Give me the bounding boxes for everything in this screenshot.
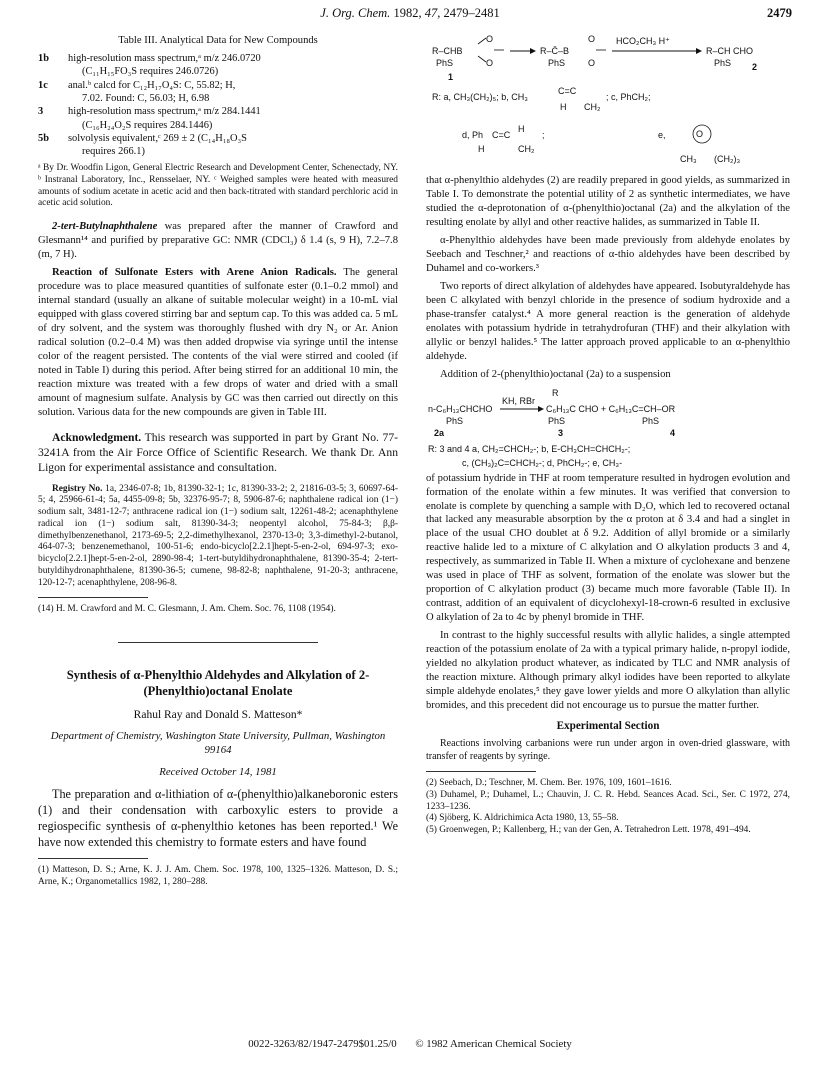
compound-id: 1b xyxy=(38,52,49,64)
structure-text: CH₂ xyxy=(518,144,535,154)
reference-5: (5) Groenwegen, P.; Kallenberg, H.; van der Gen, A. Tetrahedron Lett. 1978, 491–494. xyxy=(426,825,751,836)
structure-text: H xyxy=(560,102,567,112)
compound-label-2: 2 xyxy=(752,62,758,72)
article-divider xyxy=(118,642,318,643)
page-number: 2479 xyxy=(767,6,792,20)
paragraph-text: was prepared after the manner of Crawford and Glesmann¹⁴ and purified by preparative GC: NMR (CDCl₃) δ 1.4 (s, 9 H), 7.2–7.8 (m, 7 H). xyxy=(38,221,398,261)
footnote-divider xyxy=(426,771,536,772)
paragraph: α-Phenylthio aldehydes have been made previously from aldehyde enolates by Seebach and Teschner,² and reactions of α-thio aldehydes have been described by Duhamel and co-workers.³ xyxy=(426,234,790,274)
table-row xyxy=(38,79,398,106)
acknowledgment-heading: Acknowledgment. xyxy=(52,430,142,444)
article-title: Synthesis of α-Phenylthio Aldehydes and Alkylation of 2-(Phenylthio)octanal Enolate xyxy=(66,668,370,699)
left-column xyxy=(38,34,398,889)
compound-id: 1c xyxy=(38,79,48,91)
reference-3: (3) Duhamel, P.; Duhamel, L.; Chauvin, J. C. R. Hebd. Seances Acad. Sci., Ser. C 1972, 274, 1233–1236. xyxy=(426,789,790,812)
analysis-line: high-resolution mass spectrum,ᵃ m/z 284.1441 xyxy=(68,106,261,118)
analysis-line: (C₁₁H₁₅FO₃S requires 246.0726) xyxy=(82,66,219,78)
footnote-divider xyxy=(38,597,148,598)
r-definitions: c, (CH₃)₂C=CHCH₂-; d, PhCH₂-; e, CH₃- xyxy=(462,457,623,468)
structure-text: CH₃ xyxy=(680,154,697,164)
scheme-2 xyxy=(426,386,790,472)
running-head xyxy=(20,6,800,26)
journal-name: J. Org. Chem. xyxy=(320,6,391,20)
analysis-line: 7.02. Found: C, 56.03; H, 6.98 xyxy=(82,92,210,104)
table-title: Table III. Analytical Data for New Compounds xyxy=(118,35,318,46)
arrowhead xyxy=(696,48,702,54)
paragraph xyxy=(38,220,398,262)
structure-text: PhS xyxy=(436,58,454,68)
compound-label-2a: 2a xyxy=(434,427,445,438)
analysis-data xyxy=(68,132,398,159)
analysis-data xyxy=(68,52,398,79)
scheme-1-drawing xyxy=(426,34,790,174)
acknowledgment xyxy=(38,430,398,476)
compound-label-4: 4 xyxy=(670,427,676,438)
reference-1: (1) Matteson, D. S.; Arne, K. J. J. Am. Chem. Soc. 1978, 100, 1325–1326. Matteson, D. S.; Arne, K.; Organometallics 1982, 1, 280–288. xyxy=(38,865,398,888)
arrowhead xyxy=(538,406,544,412)
scheme-2-drawing xyxy=(426,386,790,472)
paragraph: Addition of 2-(phenylthio)octanal (2a) to a suspension xyxy=(440,368,671,380)
structure-text: PhS xyxy=(548,415,566,426)
structure-text: R–CH CHO xyxy=(706,46,754,56)
structure-text: O xyxy=(696,129,704,139)
analysis-line: anal.ᵇ calcd for C₁₂H₁₇O₄S: C, 55.82; H, xyxy=(68,79,236,91)
structure-text: (CH₂)₃ xyxy=(714,154,741,164)
received-date: Received October 14, 1981 xyxy=(159,765,277,778)
analysis-data xyxy=(68,79,398,106)
structure-text: ; xyxy=(542,130,545,140)
analysis-line: solvolysis equivalent,ᶜ 269 ± 2 (C₁₄H₁₈O₃S xyxy=(68,132,247,144)
compound-id: 3 xyxy=(38,106,44,118)
analysis-data xyxy=(68,105,398,132)
footnote-divider xyxy=(38,858,148,859)
page-footer xyxy=(0,1038,820,1050)
structure-text: PhS xyxy=(446,415,464,426)
table-footnote: ᵃ By Dr. Woodfin Ligon, General Electric Research and Development Center, Schenectady, NY. ᵇ Instranal Laboratory, Inc., Rensselaer, NY. ᶜ Weighed samples were heated with measured amounts of sodium acetate in acetic acid and then back-titrated with standard perchloric acid in acetic acid solution. xyxy=(38,163,398,209)
registry-text: 1a, 2346-07-8; 1b, 81390-32-1; 1c, 81390-33-2; 2, 21816-03-5; 3, 60697-64-5; 4, 25966-61-4; 5a, 4455-09-8; 5b, 32376-95-7; 8, 5906-87-6; naphthalene radical ion (1−) sodium salt, 3481-12-7; anthracene radical ion (1−) sodium salt, 12261-48-2; acenaphthylene radical ion (1−) sodium salt, 81390-34-3; neopentyl alcohol, 75-84-3; β,β-dimethylbenzenethanol, 2173-69-5; 2,2-dimethylhexanol, 2370-13-0; 3,3-dimethyl-2-butanol, 464-07-3; benzenemethanol, 100-51-6; endo-bicyclo[2.2.1]hept-5-en-2-ol, 694-97-3; exo-bicyclo[2.2.1]hept-5-en-2-ol, 2890-98-4; 1-tert-butyldihydronaphthalene, 81390-35-4; 2-tert-butyldihydronaphthalene, 81390-36-5; cumene, 98-82-8; naphthalene, 91-20-3; anthracene, 120-12-7; acenaphthylene, 208-96-8. xyxy=(38,483,398,588)
section-heading: Experimental Section xyxy=(556,720,660,733)
structure-text: C=C xyxy=(558,86,577,96)
table-row xyxy=(38,52,398,79)
affiliation: Department of Chemistry, Washington State University, Pullman, Washington 99164 xyxy=(50,729,386,756)
reference-2: (2) Seebach, D.; Teschner, M. Chem. Ber. 1976, 109, 1601–1616. xyxy=(426,778,672,789)
structure-text: O xyxy=(588,34,596,44)
paragraph xyxy=(38,266,398,420)
structure-text: PhS xyxy=(548,58,566,68)
abstract: The preparation and α-lithiation of α-(phenylthio)alkaneboronic esters (1) and their condensation with carboxylic esters to provide a regiospecific synthesis of α-phenylthio ketones has been reported.¹ We have now extended this chemistry to formate esters and have found xyxy=(38,787,398,849)
r-definition-d: d, Ph xyxy=(462,130,484,140)
paragraph-heading: 2-tert-Butylnaphthalene xyxy=(52,221,158,233)
scheme-1 xyxy=(426,34,790,174)
right-column xyxy=(426,34,790,837)
structure-text: PhS xyxy=(714,58,732,68)
analysis-line: requires 266.1) xyxy=(82,146,145,158)
table-row xyxy=(38,105,398,132)
structure-text: C=C xyxy=(492,130,511,140)
structure-text: O xyxy=(486,34,494,44)
compound-label-1: 1 xyxy=(448,72,454,82)
r-definition-e: e, xyxy=(658,130,666,140)
structure-text: n-C₆H₁₃CHCHO xyxy=(428,403,493,414)
authors: Rahul Ray and Donald S. Matteson* xyxy=(133,708,303,721)
structure-text: PhS xyxy=(642,415,660,426)
r-definitions: R: a, CH₃(CH₂)₅; b, CH₃ xyxy=(432,92,528,102)
structure-text: R xyxy=(552,387,559,398)
arrowhead xyxy=(530,48,536,54)
registry-heading: Registry No. xyxy=(52,483,103,494)
analysis-line: high-resolution mass spectrum,ᵃ m/z 246.0720 xyxy=(68,52,261,64)
bond-line xyxy=(478,38,486,44)
compound-id: 5b xyxy=(38,132,49,144)
paragraph-text: The general procedure was to place measured quantities of sulfonate ester (0.1–0.2 mmol) and internal standard (usually an alkane of suitable molecular weight) in a 10-mL vial equipped with glass covered stirring bar and septum cap. To this was added ca. 5 mL of dry solvent, and the system was thoroughly flushed with dry N₂ or Ar. Anion radical solution (0.2–0.4 M) was then added dropwise via syringe until the intense color of the reagent persisted. The contents of the vial were stirred and cooled (if noted in Table I) during this period. After being stirred for an additional 10 min, the reaction mixture was treated with a few drops of water and dried with a small amount of magnesium sulfate. Analysis by GC was then carried out directly on this solution. Various data for the new compounds are given in Table III. xyxy=(38,267,399,418)
journal-year: 1982, xyxy=(393,6,422,20)
reagent-label: KH, RBr xyxy=(502,395,536,406)
r-definitions: R: 3 and 4 a, CH₂=CHCH₂-; b, E-CH₃CH=CHCH₂-; xyxy=(428,443,631,454)
reference-14: (14) H. M. Crawford and M. C. Glesmann, J. Am. Chem. Soc. 76, 1108 (1954). xyxy=(38,604,336,615)
paragraph: Two reports of direct alkylation of aldehydes have appeared. Isobutyraldehyde has been C alkylated with benzyl chloride in the presence of sodium hydroxide and a phase-transfer catalyst.⁴ A more general reaction is the generation of aldehyde enolates with potassium hydride in tetrahydrofuran (THF) and their alkylation with allylic or benzyl halides.⁵ The latter approach proved applicable to an α-phenylthio aldehyde. xyxy=(426,280,790,362)
journal-pages: 2479–2481 xyxy=(443,6,500,20)
bond-line xyxy=(478,56,486,62)
table-row xyxy=(38,132,398,159)
copyright: © 1982 American Chemical Society xyxy=(415,1038,572,1050)
paragraph: of potassium hydride in THF at room temperature resulted in hydrogen evolution and formation of the enolate within a few minutes. It was verified that conversion to enolate is complete by quenching a sample with D₂O, which led to recovered octanal that lacked any measurable absorption by the α proton at δ 3.4 and had a singlet in place of the usual CHO doublet at δ 9.2. Addition of allyl bromide or a similarly reactive halide led to a mixture of C alkylation and O alkylation products 3 and 4, respectively, as summarized in Table II. When a mixture of cyclohexane and benzene was used in place of THF as solvent, formation of the enolate was slower but the proportion of C alkylation product (3) became much more favorable (Table II). In contrast, addition of an equivalent of dicyclohexyl-18-crown-6 resulted in exclusive O alkylation of 2a to 4c by phenyl bromide in THF. xyxy=(426,472,790,624)
structure-text: O xyxy=(588,58,596,68)
journal-volume: 47, xyxy=(424,6,441,20)
analysis-line: (C₁₆H₂₄O₂S requires 284.1446) xyxy=(82,119,213,131)
article-code: 0022-3263/82/1947-2479$01.25/0 xyxy=(248,1038,397,1050)
structure-text: O xyxy=(486,58,494,68)
structure-text: CH₂ xyxy=(584,102,601,112)
paragraph-heading: Reaction of Sulfonate Esters with Arene Anion Radicals. xyxy=(52,267,337,278)
reference-4: (4) Sjöberg, K. Aldrichimica Acta 1980, 13, 55–58. xyxy=(426,813,619,824)
structure-text: H xyxy=(478,144,485,154)
structure-text: R–CHB xyxy=(432,46,463,56)
acknowledgment-text: This research was supported in part by Grant No. 77-3241A from the Air Force Office of Scientific Research. We thank Dr. Ann Ligon for experimental assistance and consultation. xyxy=(38,430,398,475)
structure-text: H xyxy=(518,124,525,134)
reagent-label: HCO₂CH₃ H⁺ xyxy=(616,36,670,46)
structure-text: C₆H₁₃C CHO + C₆H₁₃C=CH–OR xyxy=(546,403,676,414)
structure-text: R–C̄–B xyxy=(540,46,570,56)
r-definitions-c: ; c, PhCH₂; xyxy=(606,92,651,102)
paragraph: that α-phenylthio aldehydes (2) are readily prepared in good yields, as summarized in Table I. To demonstrate the potential utility of 2 as synthetic intermediates, we have studied the α-deprotonation of α-(phenylthio)octanal (2a) and the alkylation of the resulting enolate by allyl and other reactive halides, as summarized in Table II. xyxy=(426,175,790,228)
registry-numbers xyxy=(38,484,398,590)
paragraph: Reactions involving carbanions were run under argon in oven-dried glassware, with transfer of reagents by syringe. xyxy=(426,737,790,762)
compound-label-3: 3 xyxy=(558,427,564,438)
analytical-table xyxy=(38,52,398,159)
paragraph: In contrast to the highly successful results with allylic halides, a single attempted reaction of the potassium enolate of 2a with a typical primary halide, n-propyl iodide, yielded no alkylation product whatever, as indicated by TLC and NMR analysis of the reaction mixture. Although primary alkyl iodides have been reported to alkylate simple aldehyde enolates,⁵ they gave lower yields and more O alkylation than allylic bromides, and this precedent did not encourage us to pursue the matter further. xyxy=(426,630,790,712)
